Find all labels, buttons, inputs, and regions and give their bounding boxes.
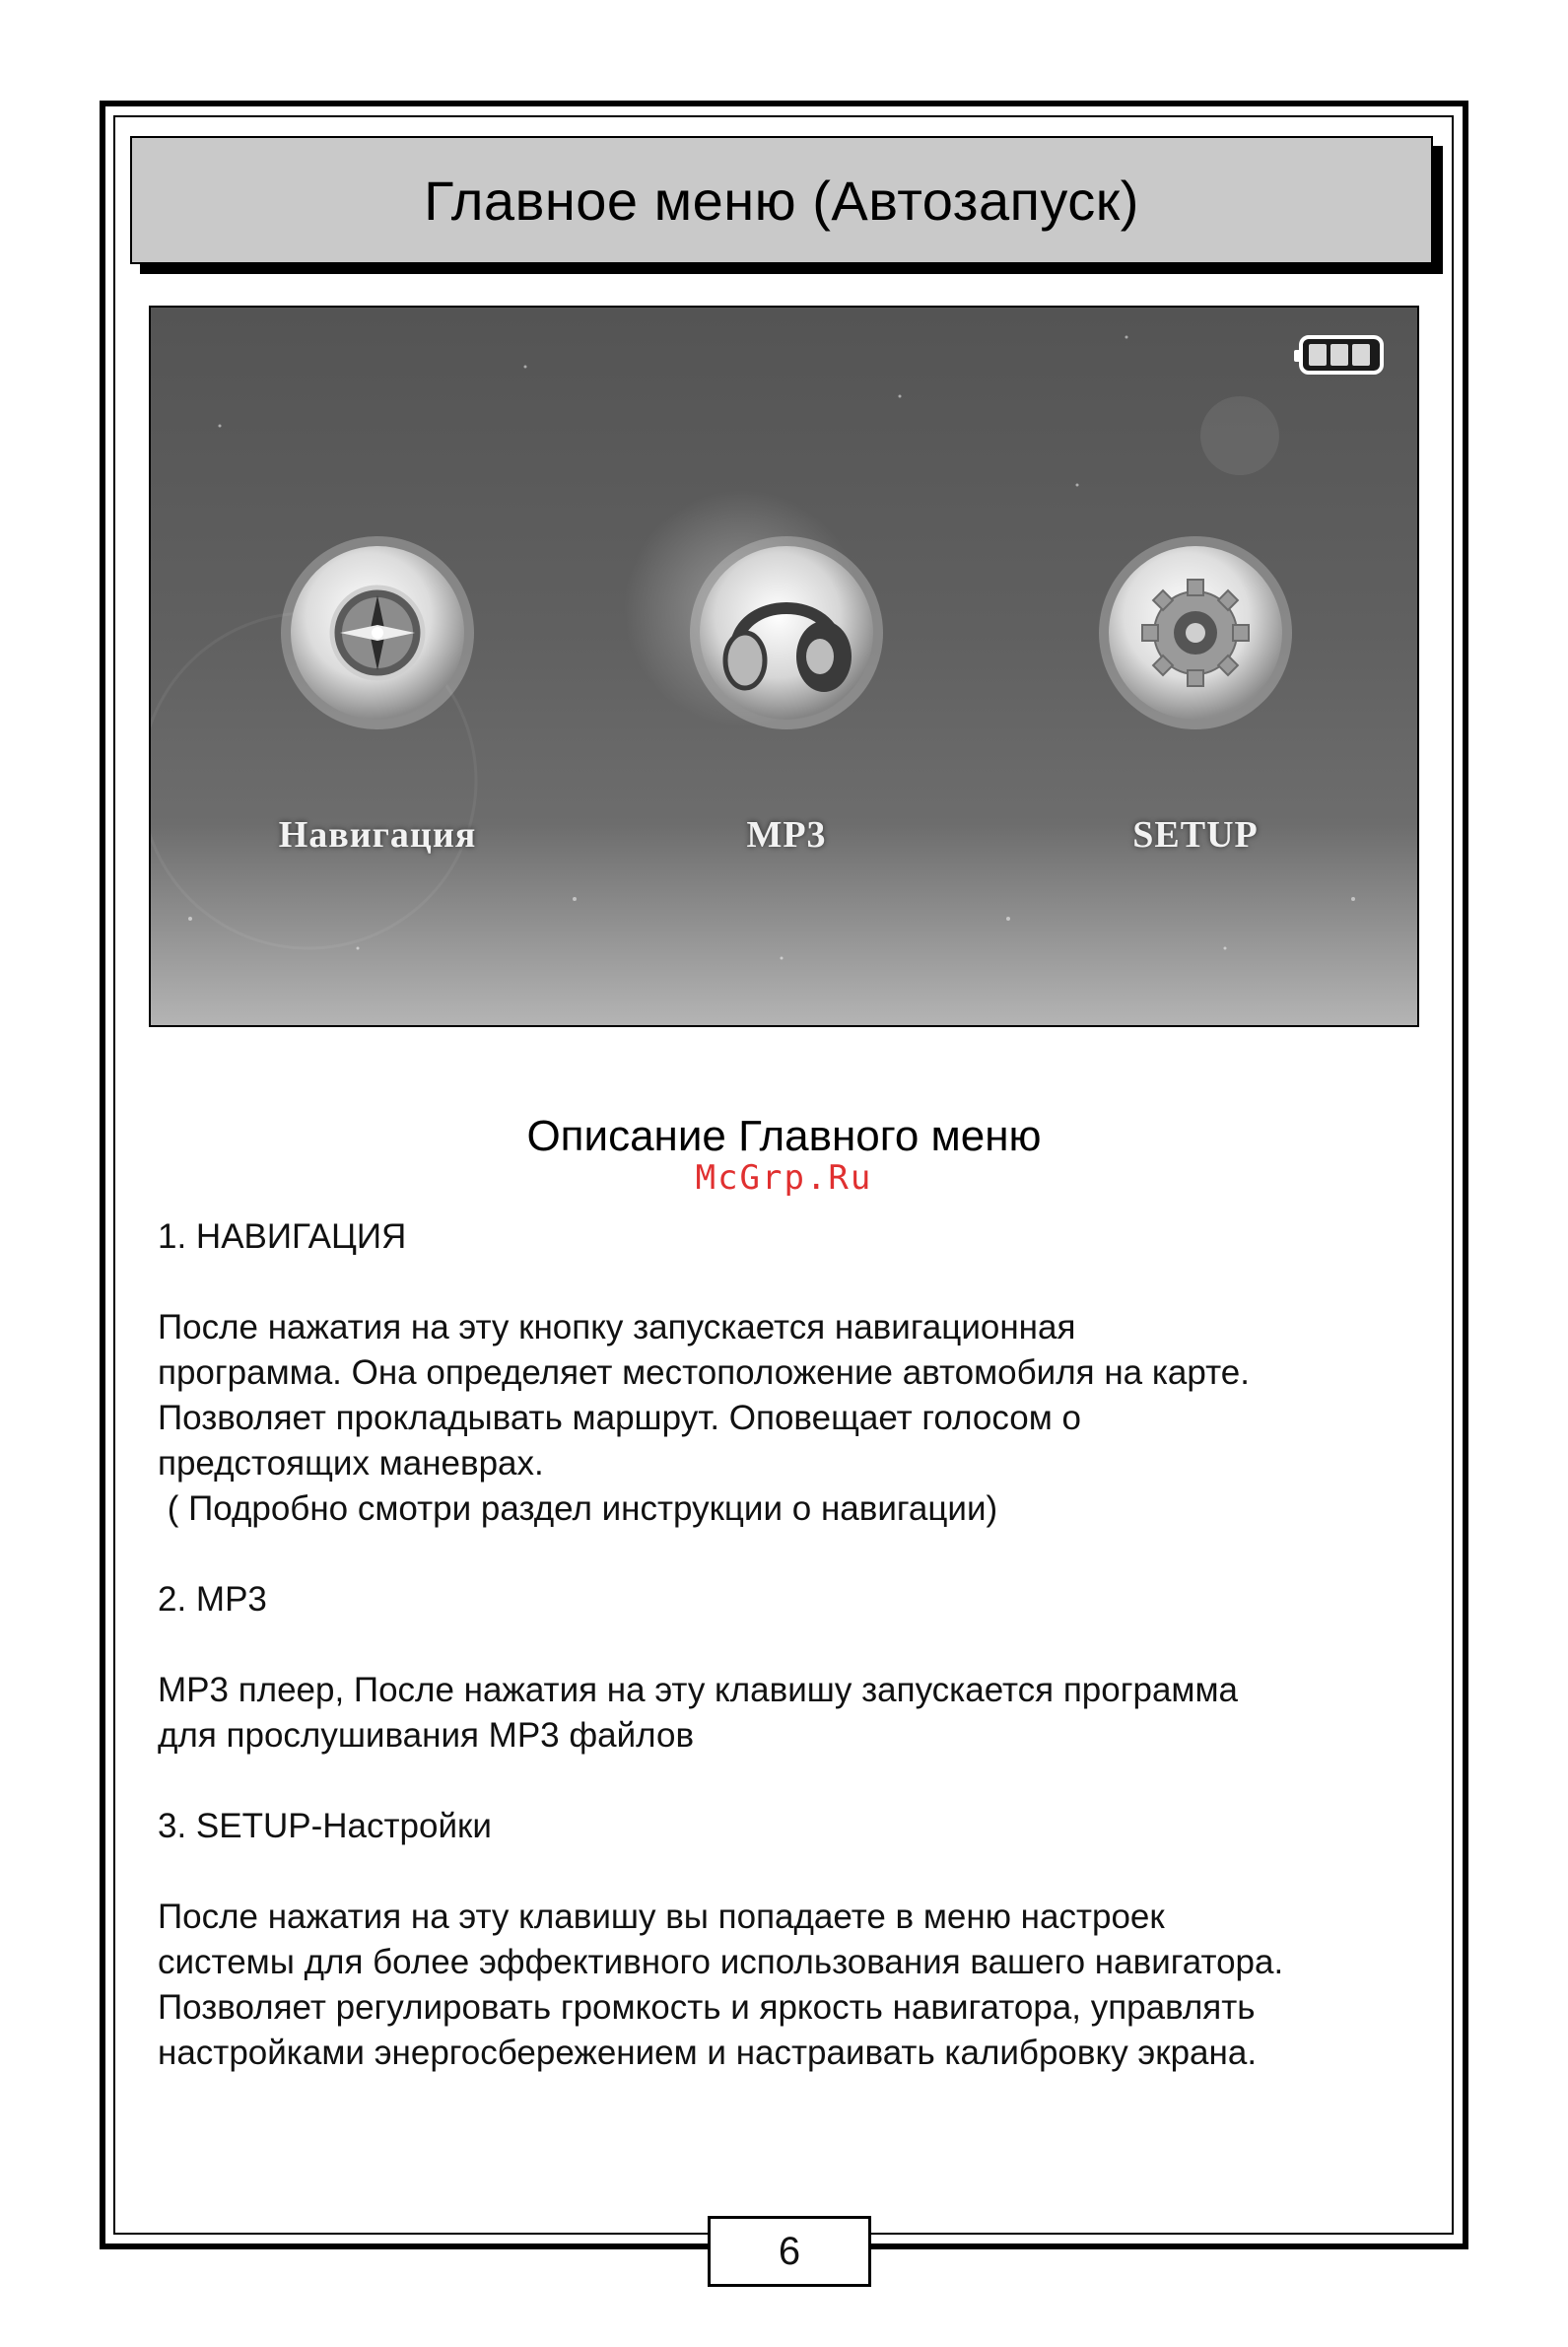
page-number-text: 6 [778, 2229, 801, 2273]
body-line: Позволяет регулировать громкость и яркость навигатора, управлять [158, 1988, 1256, 2027]
title-banner [130, 136, 1433, 264]
page-number [708, 2216, 871, 2287]
headphones-icon [688, 534, 885, 731]
body-line: системы для более эффективного использования вашего навигатора. [158, 1943, 1284, 1981]
menu-item-setup[interactable] [1048, 534, 1343, 771]
body-line: После нажатия на эту клавишу вы попадаете в меню настроек [158, 1898, 1165, 1936]
section-title-navigation: 1. НАВИГАЦИЯ [158, 1217, 407, 1256]
menu-label-mp3: MP3 [746, 814, 827, 856]
section-title-setup: 3. SETUP-Настройки [158, 1807, 492, 1845]
body-line: ( Подробно смотри раздел инструкции о навигации) [158, 1489, 998, 1528]
menu-label-setup: SETUP [1132, 814, 1259, 856]
body-line: для прослушивания MP3 файлов [158, 1716, 695, 1755]
body-line: программа. Она определяет местоположение автомобиля на карте. [158, 1353, 1250, 1392]
body-line: После нажатия на эту кнопку запускается навигационная [158, 1308, 1076, 1346]
menu-label-navigation: Навигация [278, 814, 477, 856]
section-heading: Описание Главного меню [526, 1112, 1042, 1160]
gear-icon [1097, 534, 1294, 731]
body-line: MP3 плеер, После нажатия на эту клавишу запускается программа [158, 1671, 1239, 1709]
page-title: Главное меню (Автозапуск) [424, 169, 1139, 232]
compass-icon [279, 534, 476, 731]
body-line: Позволяет прокладывать маршрут. Оповещает голосом о [158, 1399, 1082, 1437]
body-line: предстоящих маневрах. [158, 1444, 544, 1483]
menu-item-navigation[interactable] [230, 534, 525, 771]
description-body [158, 1214, 1419, 2076]
battery-icon [1299, 335, 1384, 375]
menu-item-mp3[interactable] [639, 534, 934, 771]
section-title-mp3: 2. MP3 [158, 1580, 267, 1619]
device-screen-screenshot [149, 306, 1419, 1027]
watermark: McGrp.Ru [695, 1158, 873, 1198]
body-line: настройками энергосбережением и настраивать калибровку экрана. [158, 2034, 1258, 2072]
